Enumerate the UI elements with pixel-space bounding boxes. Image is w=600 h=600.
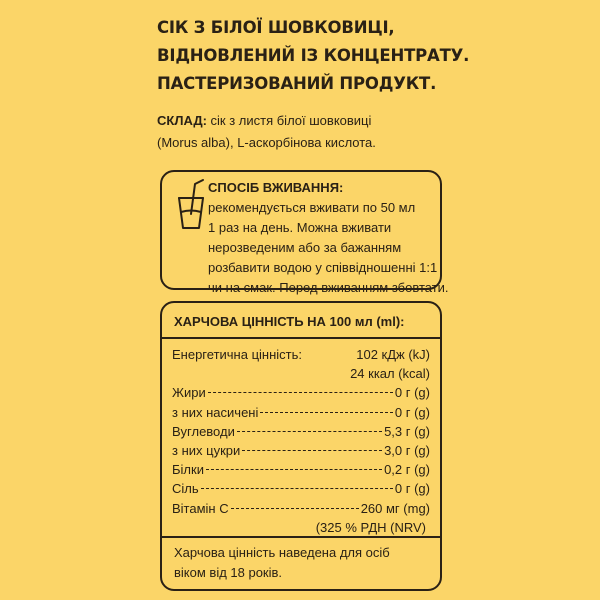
title-line: ПАСТЕРИЗОВАНИЙ ПРОДУКТ. <box>157 74 437 93</box>
usage-line: чи на смак. Перед вживанням збовтати. <box>208 280 449 295</box>
usage-text <box>208 198 449 298</box>
usage-line: розбавити водою у співвідношенні 1:1 <box>208 260 438 275</box>
nutrition-label: Вуглеводи <box>172 423 235 439</box>
nutrition-table <box>172 345 430 537</box>
composition-label: СКЛАД: <box>157 113 207 128</box>
nutrition-row-sugars <box>172 441 430 460</box>
nutrition-value: 102 кДж (kJ) <box>356 347 430 362</box>
note-line: віком від 18 років. <box>174 565 283 580</box>
composition-text: (Morus alba), L-аскорбінова кислота. <box>157 135 376 150</box>
note-line: Харчова цінність наведена для осіб <box>174 545 390 560</box>
divider <box>162 337 440 339</box>
nutrition-value: 260 мг (mg) <box>360 500 430 516</box>
nutrition-row-fat <box>172 383 430 402</box>
nutrition-row-vitamin-c <box>172 499 430 518</box>
nutrition-value: 0 г (g) <box>394 404 430 420</box>
nutrition-row-energy <box>172 345 430 364</box>
usage-box <box>160 170 449 295</box>
nutrition-box <box>160 301 442 591</box>
nutrition-value: 0,2 г (g) <box>384 462 430 478</box>
divider <box>162 536 440 538</box>
nutrition-value: 0 г (g) <box>394 481 430 497</box>
nutrition-label: з них насичені <box>172 404 259 420</box>
composition-text: сік з листя білої шовковиці <box>206 113 372 128</box>
nutrition-label: Сіль <box>172 481 199 497</box>
nutrition-title: ХАРЧОВА ЦІННІСТЬ НА 100 мл (ml): <box>174 314 405 329</box>
nutrition-label: Вітамін С <box>172 500 229 516</box>
nutrition-value: 0 г (g) <box>394 385 430 401</box>
nutrition-value: 5,3 г (g) <box>384 423 430 439</box>
product-title <box>157 14 577 98</box>
nutrition-value: (325 % РДН (NRV) <box>315 519 426 535</box>
nutrition-row-saturated <box>172 403 430 422</box>
title-line: СІК З БІЛОЇ ШОВКОВИЦІ, <box>157 18 395 37</box>
nutrition-label: з них цукри <box>172 442 241 458</box>
nutrition-label: Енергетична цінність: <box>172 347 302 362</box>
nutrition-value: 3,0 г (g) <box>384 442 430 458</box>
usage-line: нерозведеним або за бажанням <box>208 240 402 255</box>
nutrition-label: Білки <box>172 462 204 478</box>
nutrition-label: Жири <box>172 385 206 401</box>
usage-line: 1 раз на день. Можна вживати <box>208 220 392 235</box>
nutrition-note <box>174 543 390 583</box>
usage-line: рекомендується вживати по 50 мл <box>208 200 416 215</box>
nutrition-value: 24 ккал (kcal) <box>350 366 430 382</box>
usage-title: СПОСІБ ВЖИВАННЯ: <box>208 180 344 195</box>
drinking-glass-straw-icon <box>176 178 206 230</box>
nutrition-row-vitamin-rda <box>172 518 430 537</box>
nutrition-row-carbs <box>172 422 430 441</box>
title-line: ВІДНОВЛЕНИЙ ІЗ КОНЦЕНТРАТУ. <box>157 46 470 65</box>
nutrition-row-salt <box>172 479 430 498</box>
composition <box>157 110 587 154</box>
nutrition-row-protein <box>172 460 430 479</box>
nutrition-row-energy-kcal <box>172 364 430 383</box>
